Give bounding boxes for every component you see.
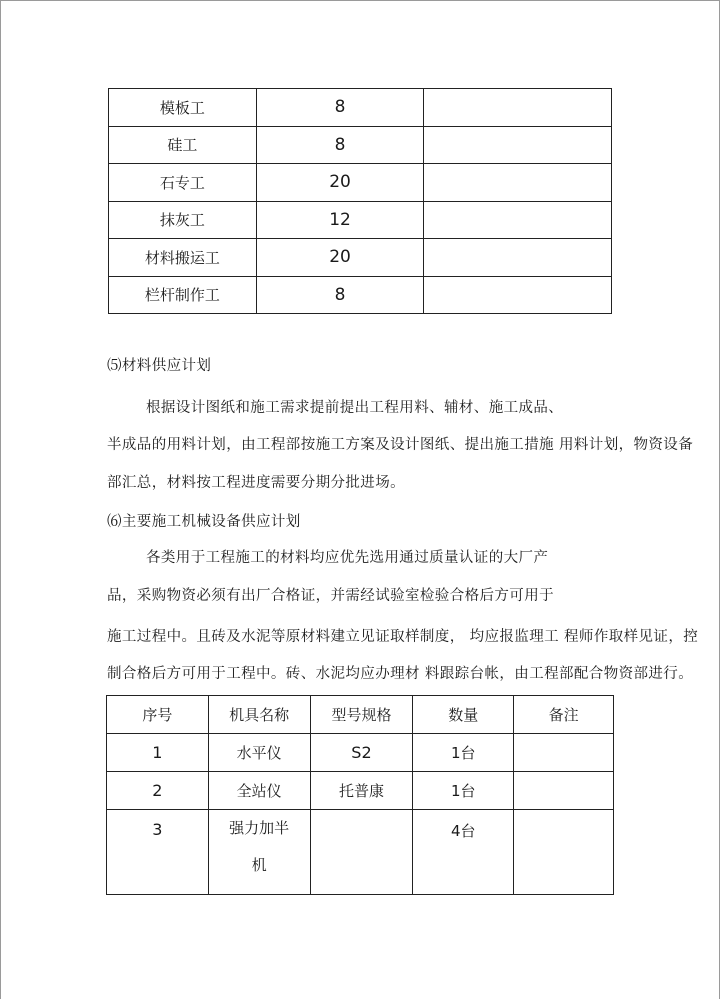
- header-cell: 序号: [107, 696, 209, 734]
- note-cell: [514, 772, 614, 810]
- count-cell: 8: [256, 126, 424, 164]
- table-row: [107, 734, 614, 772]
- qty-cell: 4台: [413, 810, 514, 895]
- header-cell: 数量: [413, 696, 514, 734]
- note-cell: [514, 734, 614, 772]
- section5-line-1: 根据设计图纸和施工需求提前提出工程用料、辅材、施工成品、: [146, 400, 564, 416]
- note-cell: [424, 126, 612, 164]
- name-cell: 水平仪: [208, 734, 310, 772]
- table-row: [109, 164, 612, 202]
- section6-line-3: 施工过程中。且砖及水泥等原材料建立见证取样制度， 均应报监理工 程师作取样见证，控: [107, 629, 699, 645]
- section5-heading: ⑸材料供应计划: [107, 358, 212, 374]
- table-row: [107, 810, 614, 895]
- trade-cell: 抹灰工: [109, 201, 257, 239]
- table-row: [109, 239, 612, 277]
- header-cell: 机具名称: [208, 696, 310, 734]
- trade-cell: 模板工: [109, 89, 257, 127]
- model-cell: 托普康: [310, 772, 413, 810]
- section5-line-3: 部汇总，材料按工程进度需要分期分批进场。: [107, 475, 405, 491]
- count-cell: 8: [256, 89, 424, 127]
- count-cell: 8: [256, 276, 424, 314]
- table-header-row: [107, 696, 614, 734]
- qty-cell: 1台: [413, 734, 514, 772]
- name-cell: [208, 810, 310, 895]
- model-cell: [310, 810, 413, 895]
- section6-line-2: 品，采购物资必须有出厂合格证，并需经试验室检验合格后方可用于: [107, 588, 554, 604]
- note-cell: [424, 239, 612, 277]
- count-cell: 12: [256, 201, 424, 239]
- section6-heading: ⑹主要施工机械设备供应计划: [107, 514, 301, 530]
- section6-line-1: 各类用于工程施工的材料均应优先选用通过质量认证的大厂产: [146, 550, 549, 566]
- count-cell: 20: [256, 239, 424, 277]
- equipment-table: [106, 695, 614, 895]
- trade-cell: 材料搬运工: [109, 239, 257, 277]
- table-row: [107, 772, 614, 810]
- table-row: [109, 126, 612, 164]
- note-cell: [424, 201, 612, 239]
- table-row: [109, 89, 612, 127]
- no-cell: 2: [107, 772, 209, 810]
- section5-line-2: 半成品的用料计划，由工程部按施工方案及设计图纸、提出施工措施 用料计划，物资设备: [107, 437, 694, 453]
- table-row: [109, 201, 612, 239]
- header-cell: 备注: [514, 696, 614, 734]
- name-line-2: 机: [251, 856, 267, 874]
- no-cell: 1: [107, 734, 209, 772]
- section6-line-4: 制合格后方可用于工程中。砖、水泥均应办理材 料跟踪台帐，由工程部配合物资部进行。: [107, 666, 694, 682]
- note-cell: [424, 276, 612, 314]
- name-line-1: 强力加半: [229, 819, 290, 837]
- trade-cell: 石专工: [109, 164, 257, 202]
- model-cell: S2: [310, 734, 413, 772]
- note-cell: [514, 810, 614, 895]
- labor-table: [108, 88, 612, 314]
- note-cell: [424, 89, 612, 127]
- trade-cell: 硅工: [109, 126, 257, 164]
- qty-cell: 1台: [413, 772, 514, 810]
- name-cell: 全站仪: [208, 772, 310, 810]
- count-cell: 20: [256, 164, 424, 202]
- header-cell: 型号规格: [310, 696, 413, 734]
- trade-cell: 栏杆制作工: [109, 276, 257, 314]
- table-row: [109, 276, 612, 314]
- no-cell: 3: [107, 810, 209, 895]
- note-cell: [424, 164, 612, 202]
